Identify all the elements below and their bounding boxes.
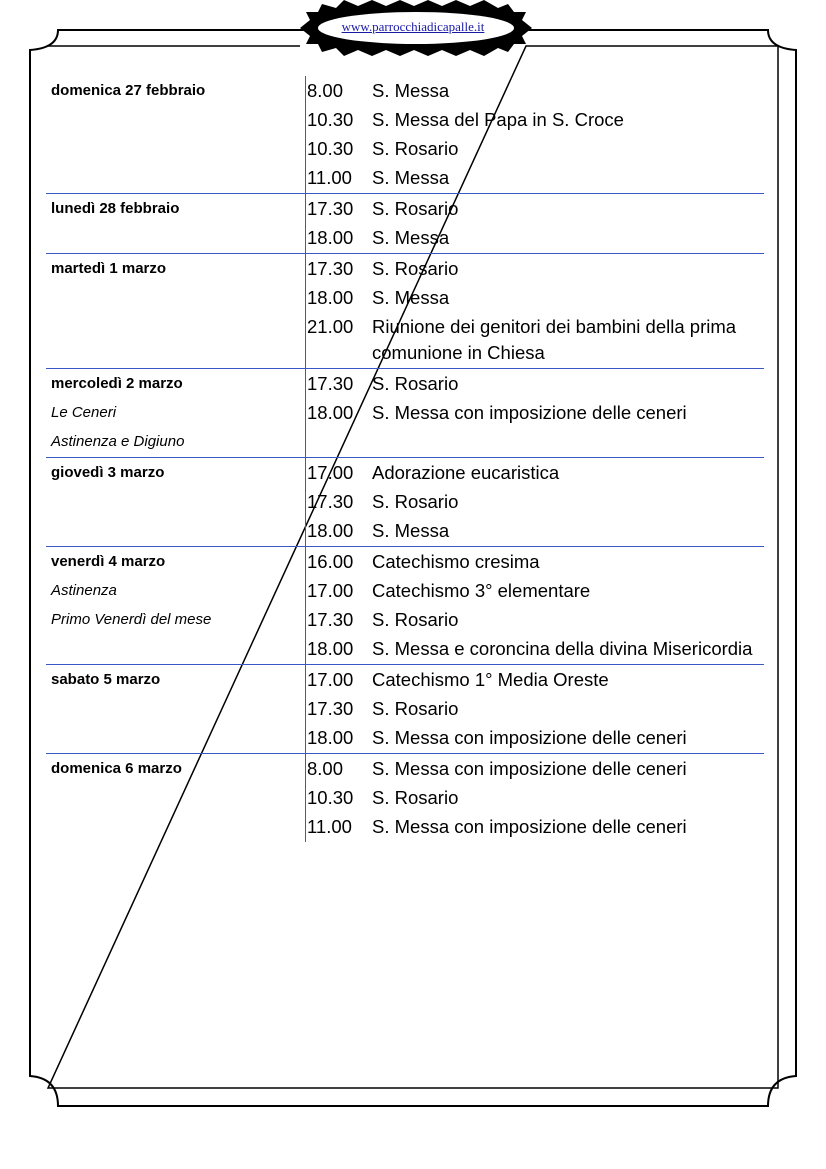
event-row	[307, 547, 764, 576]
day-note: Le Ceneri	[51, 404, 117, 421]
event-time: 16.00	[307, 551, 354, 572]
event-time: 18.00	[307, 520, 354, 541]
event-title: S. Messa	[372, 287, 450, 308]
event-title: S. Messa del Papa in S. Croce	[372, 109, 624, 130]
event-row	[307, 605, 764, 634]
day-label-column	[51, 254, 301, 283]
day-label-column	[51, 754, 301, 783]
event-title: Catechismo 1° Media Oreste	[372, 669, 609, 690]
event-time: 18.00	[307, 227, 354, 248]
event-time: 17.30	[307, 258, 354, 279]
event-title: S. Messa	[372, 167, 450, 188]
day-name: venerdì 4 marzo	[51, 553, 166, 570]
event-title: Catechismo cresima	[372, 551, 540, 572]
events-column	[305, 547, 764, 664]
events-column	[305, 194, 764, 253]
schedule-day	[46, 665, 764, 754]
event-row	[307, 634, 764, 663]
event-title: S. Messa	[372, 520, 450, 541]
event-time: 17.00	[307, 580, 354, 601]
event-row	[307, 516, 764, 545]
day-name: domenica 27 febbraio	[51, 82, 206, 99]
event-row	[307, 398, 764, 427]
event-title: S. Messa e coroncina della divina Misericordia	[372, 638, 753, 659]
event-title: S. Rosario	[372, 198, 459, 219]
schedule-day	[46, 458, 764, 547]
schedule-day	[46, 547, 764, 665]
schedule-day	[46, 76, 764, 194]
event-row	[307, 576, 764, 605]
event-time: 18.00	[307, 402, 354, 423]
schedule-day	[46, 194, 764, 254]
day-label-column	[51, 369, 301, 456]
event-row	[307, 723, 764, 752]
event-time: 17.30	[307, 698, 354, 719]
event-title: S. Messa con imposizione delle ceneri	[372, 402, 687, 423]
event-time: 17.00	[307, 669, 354, 690]
event-time: 17.30	[307, 491, 354, 512]
event-title: S. Rosario	[372, 491, 459, 512]
day-label-column	[51, 665, 301, 694]
event-row	[307, 283, 764, 312]
event-title: S. Rosario	[372, 258, 459, 279]
event-title: S. Messa con imposizione delle ceneri	[372, 727, 687, 748]
event-time: 17.30	[307, 373, 354, 394]
day-label-column	[51, 76, 301, 105]
day-label-column	[51, 194, 301, 223]
event-time: 11.00	[307, 816, 352, 837]
event-title: Adorazione eucaristica	[372, 462, 560, 483]
event-row	[307, 754, 764, 783]
event-row	[307, 163, 764, 192]
event-row	[307, 369, 764, 398]
event-time: 18.00	[307, 727, 354, 748]
event-time: 17.30	[307, 609, 354, 630]
event-row	[307, 134, 764, 163]
weekly-schedule	[46, 76, 764, 842]
event-row	[307, 783, 764, 812]
day-label-column	[51, 458, 301, 487]
event-time: 21.00	[307, 316, 354, 337]
day-name: mercoledì 2 marzo	[51, 375, 183, 392]
day-note: Astinenza e Digiuno	[51, 433, 185, 450]
event-time: 18.00	[307, 638, 354, 659]
event-time: 17.30	[307, 198, 354, 219]
day-name: martedì 1 marzo	[51, 260, 167, 277]
event-row	[307, 458, 764, 487]
event-row	[307, 487, 764, 516]
event-title: S. Rosario	[372, 698, 459, 719]
event-time: 8.00	[307, 80, 344, 101]
day-label-column	[51, 547, 301, 634]
event-time: 17.00	[307, 462, 354, 483]
day-name: giovedì 3 marzo	[51, 464, 165, 481]
events-column	[305, 458, 764, 546]
day-note: Astinenza	[51, 582, 117, 599]
event-row	[307, 665, 764, 694]
day-note: Primo Venerdì del mese	[51, 611, 212, 628]
day-name: lunedì 28 febbraio	[51, 200, 180, 217]
event-title: Riunione dei genitori dei bambini della prima comunione in Chiesa	[372, 316, 737, 363]
event-title: S. Rosario	[372, 373, 459, 394]
event-title: S. Messa	[372, 227, 450, 248]
event-row	[307, 694, 764, 723]
event-time: 10.30	[307, 109, 354, 130]
event-time: 11.00	[307, 167, 352, 188]
event-title: Catechismo 3° elementare	[372, 580, 591, 601]
event-time: 10.30	[307, 138, 354, 159]
event-title: S. Rosario	[372, 609, 459, 630]
events-column	[305, 254, 764, 368]
schedule-day	[46, 754, 764, 842]
schedule-day	[46, 254, 764, 369]
event-time: 8.00	[307, 758, 344, 779]
event-row	[307, 223, 764, 252]
event-row	[307, 105, 764, 134]
event-title: S. Rosario	[372, 787, 459, 808]
event-row	[307, 312, 764, 367]
event-row	[307, 194, 764, 223]
event-title: S. Rosario	[372, 138, 459, 159]
website-link[interactable]: www.parrocchiadicapalle.it	[341, 19, 485, 34]
events-column	[305, 754, 764, 842]
event-time: 10.30	[307, 787, 354, 808]
events-column	[305, 76, 764, 193]
event-title: S. Messa con imposizione delle ceneri	[372, 816, 687, 837]
day-name: sabato 5 marzo	[51, 671, 161, 688]
schedule-day	[46, 369, 764, 458]
event-row	[307, 812, 764, 841]
event-title: S. Messa con imposizione delle ceneri	[372, 758, 687, 779]
events-column	[305, 369, 764, 457]
events-column	[305, 665, 764, 753]
event-row	[307, 254, 764, 283]
event-title: S. Messa	[372, 80, 450, 101]
event-time: 18.00	[307, 287, 354, 308]
event-row	[307, 76, 764, 105]
day-name: domenica 6 marzo	[51, 760, 182, 777]
